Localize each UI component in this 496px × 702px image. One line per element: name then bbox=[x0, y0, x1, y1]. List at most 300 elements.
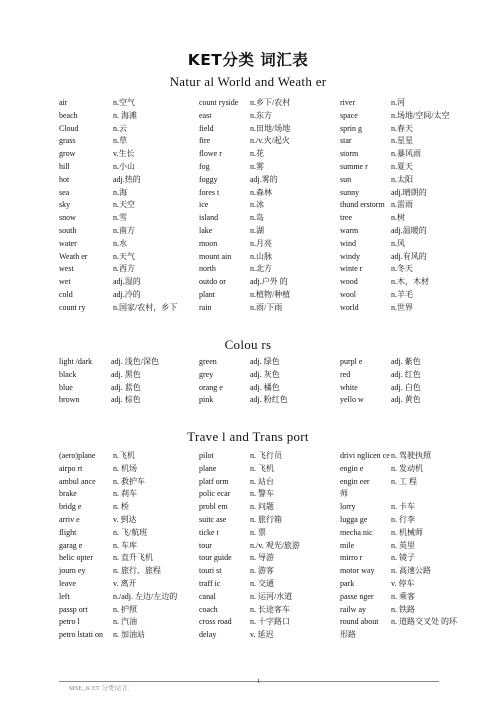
vocab-entry bbox=[199, 161, 290, 174]
vocab-entry bbox=[340, 616, 457, 629]
vocab-entry bbox=[59, 369, 159, 382]
vocab-word: foggy bbox=[199, 174, 218, 184]
vocab-entry bbox=[59, 276, 177, 289]
vocab-meaning: n.田地/场地 bbox=[250, 123, 291, 133]
vocab-entry bbox=[340, 514, 457, 527]
vocab-entry bbox=[199, 476, 300, 489]
vocab-entry bbox=[199, 488, 300, 501]
vocab-entry bbox=[59, 476, 177, 489]
vocab-entry bbox=[59, 161, 177, 174]
vocab-word: lorry bbox=[340, 502, 356, 512]
vocab-meaning: n.山脉 bbox=[250, 251, 272, 261]
vocab-entry bbox=[340, 199, 449, 212]
vocab-meaning: n.北方 bbox=[250, 264, 272, 274]
vocab-meaning: n. 警车 bbox=[250, 489, 274, 499]
vocab-word: field bbox=[199, 123, 214, 133]
vocab-entry bbox=[59, 238, 177, 251]
vocab-word: white bbox=[340, 382, 358, 392]
vocab-meaning: n.草 bbox=[113, 136, 127, 146]
vocab-word: passp ort bbox=[59, 604, 88, 614]
vocab-entry bbox=[340, 251, 449, 264]
vocab-word: ice bbox=[199, 200, 209, 210]
page-title: KET分类 词汇表 bbox=[187, 51, 309, 69]
vocab-word: leave bbox=[59, 578, 76, 588]
vocab-meaning: n.河 bbox=[391, 98, 405, 107]
vocab-word: rain bbox=[199, 302, 212, 312]
vocab-entry bbox=[199, 225, 290, 238]
vocab-entry bbox=[199, 604, 300, 617]
vocab-entry bbox=[340, 148, 449, 161]
word-column bbox=[340, 356, 421, 407]
vocab-meaning: n. 机械师 bbox=[391, 527, 423, 537]
vocab-word: outdo or bbox=[199, 277, 226, 287]
vocab-entry bbox=[199, 123, 290, 136]
vocab-meaning: adj. 红色 bbox=[391, 369, 421, 379]
vocab-word: sunny bbox=[340, 187, 360, 197]
vocab-word: wood bbox=[340, 277, 358, 287]
vocab-entry bbox=[199, 450, 300, 463]
vocab-entry bbox=[199, 135, 290, 148]
vocab-meaning: n. 卡车 bbox=[391, 502, 415, 512]
vocab-meaning: n.冬天 bbox=[391, 264, 413, 274]
vocab-word: traff ic bbox=[199, 578, 221, 588]
page-number: 1 bbox=[257, 678, 261, 685]
vocab-entry bbox=[199, 394, 288, 407]
vocab-meaning: n. 机场 bbox=[113, 463, 137, 473]
vocab-word: winte r bbox=[340, 264, 363, 274]
vocab-entry bbox=[199, 514, 300, 527]
vocab-word: star bbox=[340, 136, 352, 146]
vocab-meaning: n. 高速公路 bbox=[391, 566, 431, 576]
vocab-word: engin e bbox=[340, 463, 364, 473]
vocab-entry bbox=[59, 174, 177, 187]
vocab-word: grey bbox=[199, 369, 214, 379]
vocab-entry bbox=[340, 263, 449, 276]
vocab-meaning: n. 驾驶执照 bbox=[391, 451, 431, 460]
vocab-word: brake bbox=[59, 489, 77, 499]
vocab-entry bbox=[340, 238, 449, 251]
vocab-entry bbox=[340, 187, 449, 200]
vocab-word: beach bbox=[59, 110, 78, 120]
vocab-entry bbox=[59, 604, 177, 617]
vocab-entry bbox=[59, 212, 177, 225]
vocab-word: world bbox=[340, 302, 359, 312]
vocab-word: moon bbox=[199, 238, 218, 248]
vocab-meaning: adj. 橘色 bbox=[250, 382, 280, 392]
vocab-entry bbox=[59, 110, 177, 123]
vocab-meaning: n.飞机 bbox=[113, 451, 135, 460]
vocab-meaning: n.月亮 bbox=[250, 238, 272, 248]
vocab-word: lake bbox=[199, 225, 213, 235]
vocab-meaning: n.星星 bbox=[391, 136, 413, 146]
vocab-meaning: n. 英里 bbox=[391, 540, 415, 550]
vocab-entry bbox=[199, 552, 300, 565]
vocab-meaning: n.冰 bbox=[250, 200, 264, 210]
vocab-word: air bbox=[59, 98, 68, 107]
vocab-word: hill bbox=[59, 161, 70, 171]
vocab-word: coach bbox=[199, 604, 218, 614]
vocab-meaning: n.西方 bbox=[113, 264, 135, 274]
vocab-word: island bbox=[199, 213, 219, 223]
vocab-entry bbox=[340, 578, 457, 591]
vocab-meaning: n. 桥 bbox=[113, 502, 129, 512]
vocab-entry bbox=[59, 540, 177, 553]
vocab-meaning: n.南方 bbox=[113, 225, 135, 235]
vocab-meaning: n. 行李 bbox=[391, 514, 415, 524]
vocab-entry bbox=[59, 450, 177, 463]
vocab-word: yello w bbox=[340, 395, 364, 405]
vocab-entry bbox=[199, 212, 290, 225]
vocab-entry bbox=[199, 289, 290, 302]
vocab-word: blue bbox=[59, 382, 73, 392]
vocab-entry bbox=[59, 565, 177, 578]
vocab-word: Weath er bbox=[59, 251, 88, 261]
vocab-meaning: n.小山 bbox=[113, 161, 135, 171]
vocab-entry bbox=[199, 540, 300, 553]
vocab-meaning: n. 十字路口 bbox=[250, 617, 290, 627]
vocab-entry bbox=[340, 450, 457, 463]
vocab-meaning: n. 护照 bbox=[113, 604, 137, 614]
vocab-word: tree bbox=[340, 213, 352, 223]
vocab-entry bbox=[340, 212, 449, 225]
vocab-meaning: n. 导游 bbox=[250, 553, 274, 563]
vocab-word: warm bbox=[340, 225, 359, 235]
vocab-word: thund erstorm bbox=[340, 200, 385, 210]
vocab-entry bbox=[59, 356, 159, 369]
vocab-word: canal bbox=[199, 591, 216, 601]
vocab-meaning: n.空气 bbox=[113, 98, 135, 107]
vocab-word: sea bbox=[59, 187, 70, 197]
vocab-word: (aero)plane bbox=[59, 451, 96, 460]
vocab-word: snow bbox=[59, 213, 76, 223]
vocab-entry bbox=[59, 463, 177, 476]
vocab-word: plane bbox=[199, 463, 217, 473]
vocab-word: motor way bbox=[340, 566, 375, 576]
vocab-entry bbox=[59, 263, 177, 276]
vocab-word: flowe r bbox=[199, 149, 222, 159]
vocab-meaning: adj.雾的 bbox=[250, 174, 278, 184]
vocab-entry bbox=[199, 199, 290, 212]
vocab-entry bbox=[59, 488, 177, 501]
vocab-word: petro l bbox=[59, 617, 80, 627]
section-heading-nature: Natur al World and Weath er bbox=[169, 74, 327, 89]
vocab-word: black bbox=[59, 369, 77, 379]
vocab-meaning: n. 救护车 bbox=[113, 476, 145, 486]
vocab-word: orang e bbox=[199, 382, 223, 392]
vocab-meaning: n.云 bbox=[113, 123, 127, 133]
vocab-word: park bbox=[340, 578, 355, 588]
vocab-meaning: adj.冷的 bbox=[113, 289, 141, 299]
vocab-entry bbox=[199, 527, 300, 540]
vocab-meaning: n.植物/种植 bbox=[250, 289, 291, 299]
vocab-word: brown bbox=[59, 395, 80, 405]
vocab-entry bbox=[59, 225, 177, 238]
vocab-meaning: n. 飞机 bbox=[250, 463, 274, 473]
vocab-word: plant bbox=[199, 289, 215, 299]
vocab-meaning: v.生长 bbox=[113, 149, 135, 159]
vocab-entry bbox=[340, 527, 457, 540]
vocab-entry bbox=[59, 591, 177, 604]
vocab-entry bbox=[340, 394, 421, 407]
vocab-meaning: n.森林 bbox=[250, 187, 272, 197]
vocab-meaning: n.羊毛 bbox=[391, 289, 413, 299]
vocab-entry bbox=[199, 616, 300, 629]
vocab-word: 形路 bbox=[340, 630, 356, 640]
vocab-entry bbox=[340, 552, 457, 565]
vocab-meaning: adj. 粉红色 bbox=[250, 395, 288, 405]
vocab-word: lugga ge bbox=[340, 514, 368, 524]
vocab-meaning: n.国家/农村，乡下 bbox=[113, 302, 178, 312]
vocab-meaning: n.东方 bbox=[250, 110, 272, 120]
vocab-entry bbox=[340, 135, 449, 148]
vocab-meaning: n.雷雨 bbox=[391, 200, 413, 210]
vocab-meaning: n. 加油站 bbox=[113, 630, 145, 640]
word-column bbox=[340, 450, 457, 642]
vocab-meaning: n. 飞行员 bbox=[250, 451, 282, 460]
vocab-word: light /dark bbox=[59, 357, 93, 366]
vocab-entry bbox=[340, 382, 421, 395]
vocab-word: pilot bbox=[199, 451, 214, 460]
vocab-word: tour guide bbox=[199, 553, 232, 563]
vocab-word: drivi nglicen ce bbox=[340, 451, 390, 460]
vocab-entry bbox=[340, 591, 457, 604]
vocab-word: mile bbox=[340, 540, 355, 550]
vocab-meaning: n. 乘客 bbox=[391, 591, 415, 601]
vocab-entry bbox=[340, 225, 449, 238]
vocab-meaning: adj.湿的 bbox=[113, 277, 141, 287]
vocab-entry bbox=[340, 302, 449, 315]
vocab-meaning: n. 运河/水道 bbox=[250, 591, 293, 601]
vocab-meaning: adj. 紫色 bbox=[391, 357, 421, 366]
vocab-word: summe r bbox=[340, 161, 368, 171]
vocab-word: east bbox=[199, 110, 212, 120]
vocab-entry bbox=[199, 187, 290, 200]
vocab-word: arriv e bbox=[59, 514, 80, 524]
vocab-word: tour bbox=[199, 540, 212, 550]
vocab-meaning: n./adj. 左边/左边的 bbox=[113, 591, 178, 601]
vocab-entry bbox=[199, 110, 290, 123]
vocab-meaning: n.春天 bbox=[391, 123, 413, 133]
vocab-word: ticke t bbox=[199, 527, 219, 537]
vocab-word: sky bbox=[59, 200, 71, 210]
vocab-meaning: adj. 黄色 bbox=[391, 395, 421, 405]
vocab-meaning: n. 汽油 bbox=[113, 617, 137, 627]
vocab-word: wind bbox=[340, 238, 356, 248]
vocab-entry bbox=[340, 463, 457, 476]
vocab-word: west bbox=[59, 264, 74, 274]
vocab-entry bbox=[199, 174, 290, 187]
vocab-entry bbox=[199, 565, 300, 578]
vocab-entry bbox=[199, 263, 290, 276]
vocab-entry bbox=[199, 501, 300, 514]
vocab-word: wool bbox=[340, 289, 356, 299]
vocab-entry bbox=[199, 148, 290, 161]
vocab-word: bridg e bbox=[59, 502, 82, 512]
vocab-word: railw ay bbox=[340, 604, 366, 614]
vocab-entry bbox=[59, 187, 177, 200]
vocab-word: cross road bbox=[199, 617, 232, 627]
vocab-meaning: adj. 棕色 bbox=[111, 395, 141, 405]
vocab-entry bbox=[199, 356, 288, 369]
vocab-entry bbox=[340, 161, 449, 174]
vocab-entry bbox=[340, 97, 449, 110]
vocab-meaning: v. 延迟 bbox=[250, 630, 274, 640]
vocab-meaning: n. 游客 bbox=[250, 566, 274, 576]
word-column bbox=[199, 356, 288, 407]
vocab-entry bbox=[199, 302, 290, 315]
vocab-entry bbox=[199, 629, 300, 642]
vocab-meaning: n./v.火/起火 bbox=[250, 136, 290, 146]
vocab-entry bbox=[59, 302, 177, 315]
vocab-entry bbox=[59, 289, 177, 302]
vocab-meaning: n. 镜子 bbox=[391, 553, 415, 563]
vocab-word: grass bbox=[59, 136, 76, 146]
vocab-meaning: adj.热的 bbox=[113, 174, 141, 184]
vocab-entry bbox=[59, 616, 177, 629]
vocab-word: garag e bbox=[59, 540, 83, 550]
vocab-word: touri st bbox=[199, 566, 222, 576]
vocab-meaning: n.花 bbox=[250, 149, 264, 159]
vocab-entry bbox=[199, 382, 288, 395]
vocab-meaning: n. 海滩 bbox=[113, 110, 137, 120]
vocab-meaning: n./v. 观光/旅游 bbox=[250, 540, 300, 550]
vocab-word: south bbox=[59, 225, 77, 235]
vocab-entry bbox=[340, 604, 457, 617]
vocab-word: Cloud bbox=[59, 123, 79, 133]
vocab-meaning: n. 工 程 bbox=[391, 476, 417, 486]
vocab-meaning: n. 交通 bbox=[250, 578, 274, 588]
vocab-word: space bbox=[340, 110, 358, 120]
vocab-meaning: v. 离开 bbox=[113, 578, 137, 588]
vocab-word: green bbox=[199, 357, 217, 366]
vocab-word: left bbox=[59, 591, 70, 601]
vocab-entry bbox=[199, 578, 300, 591]
vocab-meaning: n.乡下/农村 bbox=[250, 98, 291, 107]
vocab-word: grow bbox=[59, 149, 76, 159]
vocab-word: cold bbox=[59, 289, 73, 299]
vocab-entry bbox=[340, 369, 421, 382]
vocab-entry bbox=[199, 97, 290, 110]
vocab-entry bbox=[340, 629, 457, 642]
vocab-entry bbox=[340, 356, 421, 369]
vocab-word: flight bbox=[59, 527, 77, 537]
vocab-word: 师 bbox=[340, 489, 348, 499]
vocab-word: river bbox=[340, 98, 356, 107]
vocab-entry bbox=[199, 591, 300, 604]
vocab-meaning: n. 飞/航班 bbox=[113, 527, 148, 537]
vocab-word: delay bbox=[199, 630, 217, 640]
vocab-meaning: n.树 bbox=[391, 213, 405, 223]
vocab-word: mirro r bbox=[340, 553, 363, 563]
vocab-meaning: adj. 白色 bbox=[391, 382, 421, 392]
vocab-entry bbox=[199, 238, 290, 251]
vocab-word: count ryside bbox=[199, 98, 239, 107]
vocab-entry bbox=[59, 97, 177, 110]
section-heading-travel: Trave l and Trans port bbox=[187, 429, 309, 444]
vocab-word: engin eer bbox=[340, 476, 370, 486]
vocab-entry bbox=[199, 463, 300, 476]
vocab-meaning: n.暴风雨 bbox=[391, 149, 421, 159]
vocab-word: count ry bbox=[59, 302, 86, 312]
vocab-entry bbox=[59, 148, 177, 161]
vocab-meaning: adj.有风的 bbox=[391, 251, 427, 261]
word-column bbox=[199, 97, 290, 315]
word-column bbox=[340, 97, 449, 315]
vocab-meaning: n.海 bbox=[113, 187, 127, 197]
vocab-entry bbox=[340, 476, 457, 489]
vocab-entry bbox=[59, 123, 177, 136]
word-column bbox=[59, 97, 177, 315]
vocab-entry bbox=[59, 251, 177, 264]
vocab-entry bbox=[340, 174, 449, 187]
vocab-entry bbox=[59, 527, 177, 540]
vocab-word: purpl e bbox=[340, 357, 363, 366]
vocab-meaning: adj. 灰色 bbox=[250, 369, 280, 379]
vocab-word: fores t bbox=[199, 187, 220, 197]
vocab-meaning: v. 到达 bbox=[113, 514, 137, 524]
vocab-entry bbox=[340, 501, 457, 514]
vocab-word: sprin g bbox=[340, 123, 362, 133]
vocab-meaning: n. 发动机 bbox=[391, 463, 423, 473]
vocab-word: ambul ance bbox=[59, 476, 96, 486]
vocab-meaning: n.场地/空间/太空 bbox=[391, 110, 450, 120]
vocab-meaning: n.岛 bbox=[250, 213, 264, 223]
vocab-word: petro lstati on bbox=[59, 630, 103, 640]
vocab-word: pink bbox=[199, 395, 214, 405]
section-heading-colours: Colou rs bbox=[224, 337, 272, 352]
vocab-meaning: n.夏天 bbox=[391, 161, 413, 171]
vocab-entry bbox=[340, 540, 457, 553]
vocab-entry bbox=[59, 199, 177, 212]
vocab-meaning: n.水 bbox=[113, 238, 127, 248]
vocab-meaning: n. 直升飞机 bbox=[113, 553, 153, 563]
vocab-meaning: n. 票 bbox=[250, 527, 266, 537]
vocab-meaning: n.太阳 bbox=[391, 174, 413, 184]
vocab-entry bbox=[59, 514, 177, 527]
vocab-entry bbox=[340, 565, 457, 578]
vocab-word: platf orm bbox=[199, 476, 229, 486]
vocab-word: windy bbox=[340, 251, 360, 261]
vocab-entry bbox=[340, 488, 457, 501]
vocab-meaning: adj. 蓝色 bbox=[111, 382, 141, 392]
vocab-entry bbox=[340, 276, 449, 289]
vocab-meaning: n. 道路交叉处 的环 bbox=[391, 617, 457, 627]
vocab-meaning: n.雪 bbox=[113, 213, 127, 223]
word-column bbox=[59, 450, 177, 642]
vocab-word: wet bbox=[59, 277, 71, 287]
footer-doc-title: MSE_K ET 分类词 汇 bbox=[69, 685, 130, 692]
word-column bbox=[199, 450, 300, 642]
vocab-meaning: n.湖 bbox=[250, 225, 264, 235]
vocab-entry bbox=[59, 382, 159, 395]
vocab-word: polic ecar bbox=[199, 489, 231, 499]
vocab-word: hot bbox=[59, 174, 70, 184]
vocab-word: mount ain bbox=[199, 251, 232, 261]
vocab-entry bbox=[340, 110, 449, 123]
vocab-entry bbox=[199, 369, 288, 382]
vocab-word: storm bbox=[340, 149, 359, 159]
vocab-entry bbox=[59, 629, 177, 642]
vocab-meaning: adj. 浅色/深色 bbox=[111, 357, 159, 366]
vocab-word: mecha nic bbox=[340, 527, 373, 537]
vocab-word: suitc ase bbox=[199, 514, 227, 524]
vocab-word: fire bbox=[199, 136, 211, 146]
vocab-meaning: n. 铁路 bbox=[391, 604, 415, 614]
vocab-entry bbox=[59, 135, 177, 148]
vocab-word: sun bbox=[340, 174, 352, 184]
vocab-meaning: n. 旅行箱 bbox=[250, 514, 282, 524]
vocab-entry bbox=[59, 552, 177, 565]
